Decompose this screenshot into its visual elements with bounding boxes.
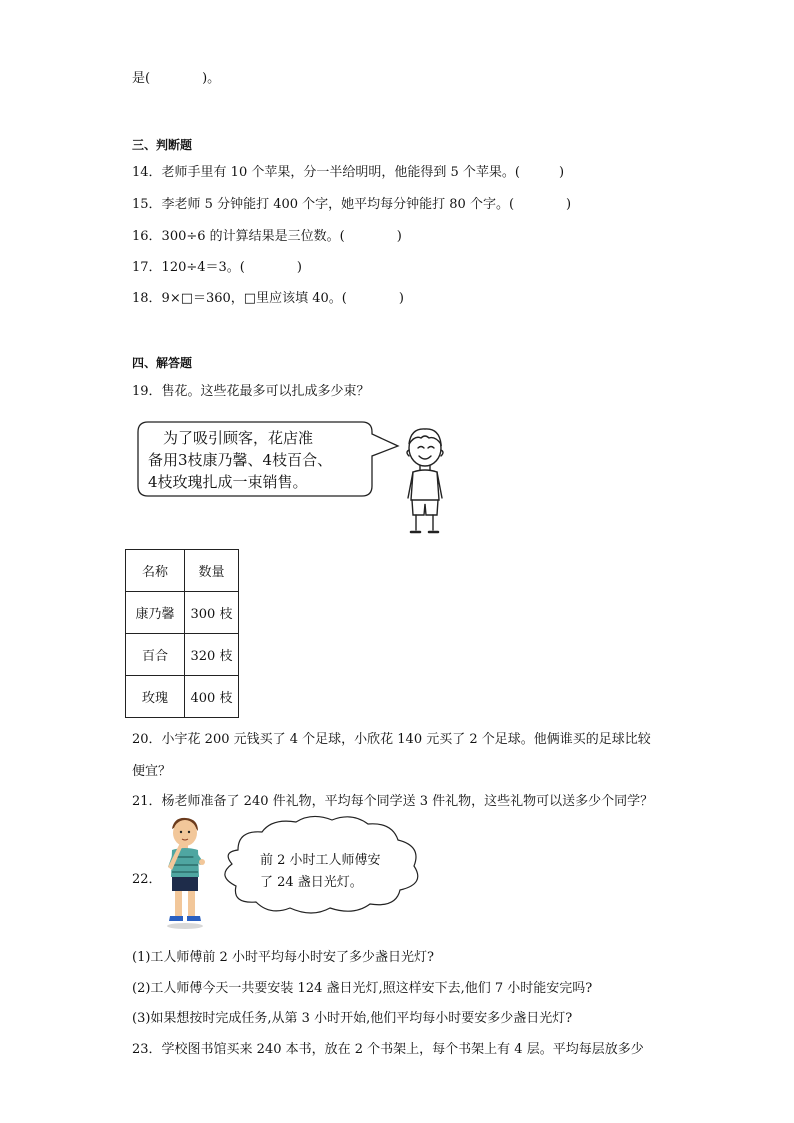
cloud-line-1: 前 2 小时工人师傅安 bbox=[260, 853, 381, 868]
bubble-line-2: 备用3枝康乃馨、4枝百合、 bbox=[148, 451, 333, 469]
table-cell: 玫瑰 bbox=[126, 676, 185, 718]
bubble-line-3: 4枝玫瑰扎成一束销售。 bbox=[148, 473, 308, 491]
cloud-line-2: 了 24 盏日光灯。 bbox=[260, 875, 363, 890]
question-23: 23．学校图书馆买来 240 本书，放在 2 个书架上，每个书架上有 4 层。平均每层放多少 bbox=[132, 1042, 644, 1057]
question-19: 19．售花。这些花最多可以扎成多少束？ bbox=[132, 384, 370, 399]
table-cell: 320 枝 bbox=[185, 634, 239, 676]
table-cell: 300 枝 bbox=[185, 592, 239, 634]
question-14: 14．老师手里有 10 个苹果，分一半给明明，他能得到 5 个苹果。( ) bbox=[132, 165, 565, 180]
question-17: 17．120÷4＝3。( ) bbox=[132, 260, 302, 275]
question-22-sub-3: (3)如果想按时完成任务,从第 3 小时开始,他们平均每小时要安多少盏日光灯? bbox=[132, 1011, 573, 1026]
top-line: 是( )。 bbox=[132, 71, 221, 86]
bubble-line-1: 为了吸引顾客，花店准 bbox=[148, 429, 314, 447]
section4-title: 四、解答题 bbox=[132, 356, 193, 370]
question-22-sub-2: (2)工人师傅今天一共要安装 124 盏日光灯,照这样安下去,他们 7 小时能安完吗? bbox=[132, 981, 593, 996]
table-header-name: 名称 bbox=[126, 550, 185, 592]
table-header-quantity: 数量 bbox=[185, 550, 239, 592]
question-16: 16．300÷6 的计算结果是三位数。( ) bbox=[132, 229, 402, 244]
table-cell: 400 枝 bbox=[185, 676, 239, 718]
question-22-number: 22． bbox=[132, 872, 162, 887]
question-20-line-1: 20．小宇花 200 元钱买了 4 个足球，小欣花 140 元买了 2 个足球。他俩谁买的足球比较 bbox=[132, 732, 651, 747]
question-15: 15．李老师 5 分钟能打 400 个字，她平均每分钟能打 80 个字。( ) bbox=[132, 197, 572, 212]
question-20-line-2: 便宜？ bbox=[132, 764, 172, 779]
question-21: 21．杨老师准备了 240 件礼物，平均每个同学送 3 件礼物，这些礼物可以送多少个同学？ bbox=[132, 794, 654, 809]
table-cell: 康乃馨 bbox=[126, 592, 185, 634]
table-cell: 百合 bbox=[126, 634, 185, 676]
section3-title: 三、判断题 bbox=[132, 138, 193, 152]
question-18: 18．9×□＝360，□里应该填 40。( ) bbox=[132, 291, 404, 306]
question-22-sub-1: (1)工人师傅前 2 小时平均每小时安了多少盏日光灯? bbox=[132, 950, 434, 965]
